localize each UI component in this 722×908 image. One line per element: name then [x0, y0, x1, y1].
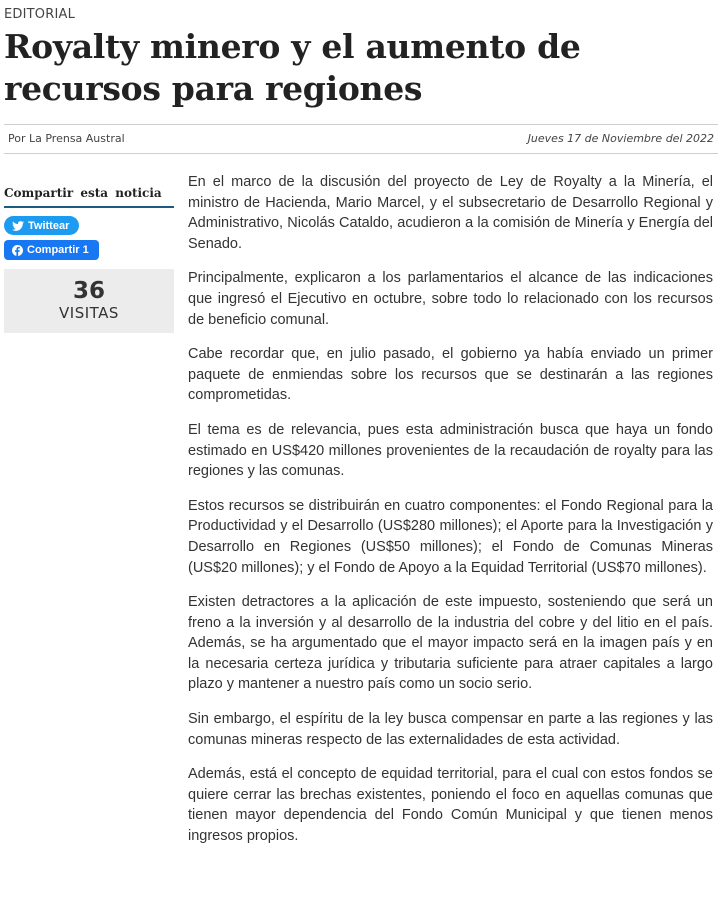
- article-paragraph: El tema es de relevancia, pues esta administración busca que haya un fondo estimado en US$420 millones provenientes de la recaudación de royalty para las regiones y las comunas.: [188, 421, 713, 480]
- share-sidebar: [4, 186, 174, 333]
- article-paragraph: Existen detractores a la aplicación de este impuesto, sosteniendo que será un freno a la inversión y al desarrollo de la industria del cobre y del litio en el país. Además, se ha argumentado que el mayor impacto será en la imagen país y en la necesaria certeza jurídica y tributaria suficiente para atraer capitales a largo plazo y mantener a nuestro país como un socio serio.: [188, 594, 713, 693]
- share-title: Compartir esta noticia: [4, 186, 174, 208]
- visits-box: [4, 269, 174, 333]
- article-paragraph: Estos recursos se distribuirán en cuatro componentes: el Fondo Regional para la Productividad y el Desarrollo (US$280 millones); el Aporte para la Investigación y Desarrollo en Regiones (US$50 millones); el Fondo de Comunas Mineras (US$20 millones); y el Fondo de Apoyo a la Equidad Territorial (US$70 millones).: [188, 497, 713, 576]
- article-paragraph: Cabe recordar que, en julio pasado, el gobierno ya había enviado un primer paquete de enmiendas sobre los recursos que se destinarán a las regiones comprometidas.: [188, 346, 713, 404]
- meta-bar: [4, 124, 718, 154]
- article-body: [188, 172, 713, 861]
- twitter-share-label: Twittear: [28, 219, 70, 232]
- twitter-bird-icon: [12, 221, 24, 231]
- visits-label: VISITAS: [59, 304, 119, 322]
- article-paragraph: Principalmente, explicaron a los parlamentarios el alcance de las indicaciones que ingresó el Ejecutivo en octubre, sobre todo lo relacionado con los recursos de beneficio comunal.: [188, 270, 713, 328]
- headline: Royalty minero y el aumento de recursos para regiones: [4, 27, 581, 108]
- facebook-share-button[interactable]: [4, 240, 99, 260]
- facebook-share-label: Compartir 1: [27, 244, 89, 256]
- publish-date: Jueves 17 de Noviembre del 2022: [527, 132, 714, 145]
- article-paragraph: En el marco de la discusión del proyecto de Ley de Royalty a la Minería, el ministro de Hacienda, Mario Marcel, y el subsecretario de Desarrollo Regional y Administrativo, Nicolás Cataldo, acudieron a la comisión de Minería y Energía del Senado.: [188, 174, 713, 252]
- byline: Por La Prensa Austral: [8, 132, 125, 145]
- visits-count: 36: [72, 278, 105, 304]
- twitter-share-button[interactable]: [4, 216, 79, 235]
- article-paragraph: Además, está el concepto de equidad territorial, para el cual con estos fondos se quiere cerrar las brechas existentes, poniendo el foco en aquellas comunas que tienen mayor dependencia del Fondo Común Municipal y que tienen menos ingresos propios.: [188, 766, 713, 845]
- section-tag[interactable]: EDITORIAL: [4, 7, 76, 22]
- article-paragraph: Sin embargo, el espíritu de la ley busca compensar en parte a las regiones y las comunas mineras respecto de las externalidades de esta actividad.: [188, 711, 713, 748]
- facebook-icon: [12, 245, 23, 256]
